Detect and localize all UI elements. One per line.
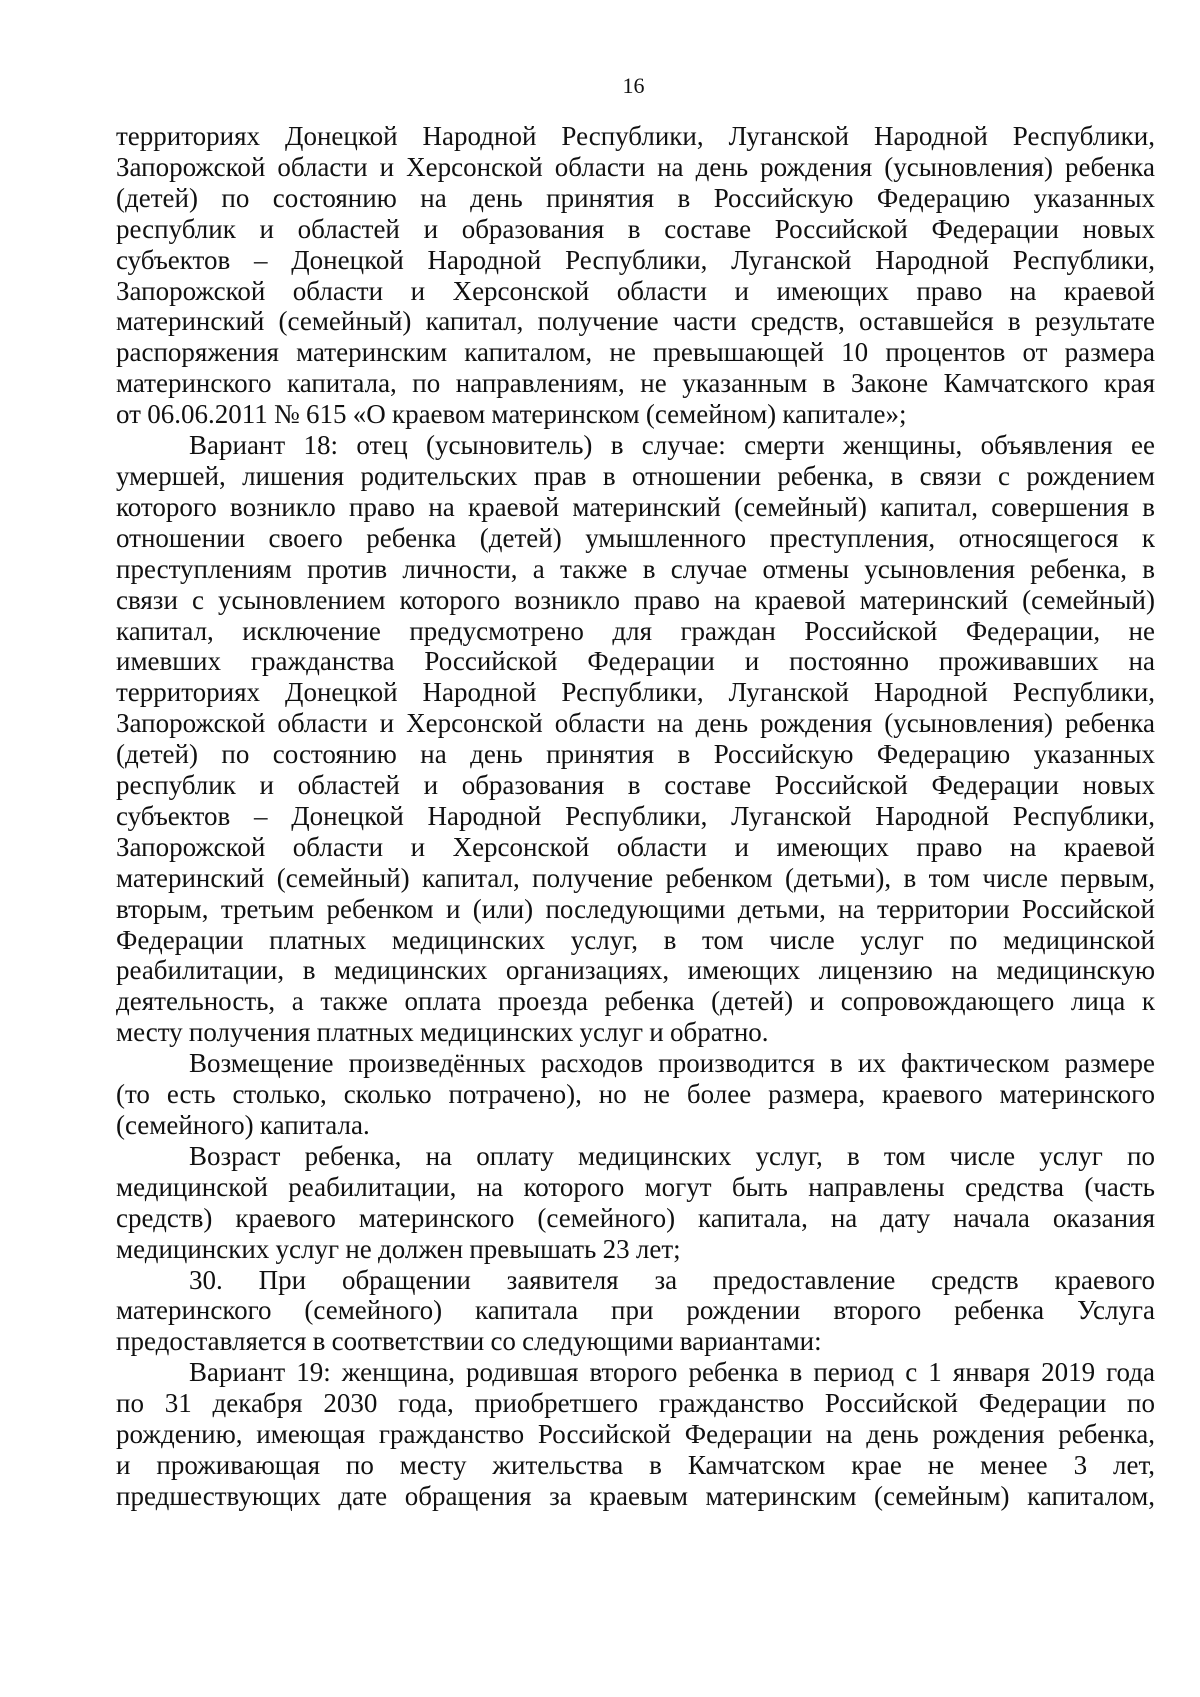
text-line: по 31 декабря 2030 года, приобретшего гражданство Российской Федерации по <box>116 1388 1155 1419</box>
text-line: территориях Донецкой Народной Республики, Луганской Народной Республики, <box>116 121 1155 151</box>
text-line: рождению, имеющая гражданство Российской Федерации на день рождения ребенка, <box>116 1419 1155 1450</box>
paragraph <box>116 1141 1155 1265</box>
text-line: реабилитации, в медицинских организациях, имеющих лицензию на медицинскую <box>116 955 1155 986</box>
text-line: медицинских услуг не должен превышать 23 лет; <box>116 1233 681 1264</box>
text-line: которого возникло право на краевой материнский (семейный) капитал, совершения в <box>116 491 1155 522</box>
page-number: 16 <box>622 73 645 98</box>
text-line: вторым, третьим ребенком и (или) последующими детьми, на территории Российской <box>116 893 1155 924</box>
text-line: Вариант 18: отец (усыновитель) в случае: смерти женщины, объявления ее <box>189 430 1155 461</box>
paragraph <box>116 121 1155 430</box>
text-line: связи с усыновлением которого возникло право на краевой материнский (семейный) <box>116 584 1155 615</box>
text-line: (детей) по состоянию на день принятия в Российскую Федерацию указанных <box>116 182 1155 213</box>
text-line: территориях Донецкой Народной Республики, Луганской Народной Республики, <box>116 677 1155 708</box>
text-line: республик и областей и образования в составе Российской Федерации новых <box>116 770 1155 801</box>
text-line: отношении своего ребенка (детей) умышленного преступления, относящегося к <box>116 522 1155 553</box>
text-line: распоряжения материнским капиталом, не превышающей 10 процентов от размера <box>116 337 1155 368</box>
text-line: (семейного) капитала. <box>116 1110 370 1140</box>
text-line: материнского (семейного) капитала при рождении второго ребенка Услуга <box>116 1295 1155 1326</box>
text-line: Федерации платных медицинских услуг, в том числе услуг по медицинской <box>116 924 1155 955</box>
text-line: медицинской реабилитации, на которого могут быть направлены средства (часть <box>116 1171 1155 1202</box>
text-line: имевших гражданства Российской Федерации и постоянно проживавших на <box>116 646 1155 677</box>
paragraph <box>116 1265 1155 1358</box>
text-line: Возмещение произведённых расходов производится в их фактическом размере <box>189 1048 1155 1079</box>
text-line: средств) краевого материнского (семейного) капитала, на дату начала оказания <box>116 1202 1155 1233</box>
text-line: Запорожской области и Херсонской области на день рождения (усыновления) ребенка <box>116 151 1155 182</box>
text-line: предшествующих дате обращения за краевым материнским (семейным) капиталом, <box>116 1480 1155 1511</box>
text-line: капитал, исключение предусмотрено для граждан Российской Федерации, не <box>116 615 1155 646</box>
text-line: (то есть столько, сколько потрачено), но не более размера, краевого материнского <box>116 1079 1155 1110</box>
text-line: материнский (семейный) капитал, получение ребенком (детьми), в том числе первым, <box>116 862 1155 893</box>
document-body <box>116 121 1155 1512</box>
text-line: республик и областей и образования в составе Российской Федерации новых <box>116 213 1155 244</box>
text-line: Запорожской области и Херсонской области и имеющих право на краевой <box>116 831 1155 862</box>
text-line: и проживающая по месту жительства в Камчатском крае не менее 3 лет, <box>116 1449 1155 1480</box>
paragraph <box>116 1357 1155 1512</box>
text-line: субъектов – Донецкой Народной Республики, Луганской Народной Республики, <box>116 244 1155 275</box>
text-line: 30. При обращении заявителя за предоставление средств краевого <box>189 1264 1155 1295</box>
text-line: умершей, лишения родительских прав в отношении ребенка, в связи с рождением <box>116 460 1155 491</box>
text-line: предоставляется в соответствии со следующими вариантами: <box>116 1326 822 1357</box>
text-line: месту получения платных медицинских услуг и обратно. <box>116 1017 769 1048</box>
text-line: Запорожской области и Херсонской области на день рождения (усыновления) ребенка <box>116 708 1155 739</box>
text-line: Вариант 19: женщина, родившая второго ребенка в период с 1 января 2019 года <box>189 1357 1155 1388</box>
text-line: Возраст ребенка, на оплату медицинских услуг, в том числе услуг по <box>189 1140 1155 1171</box>
paragraph <box>116 1048 1155 1141</box>
text-line: преступлениям против личности, а также в случае отмены усыновления ребенка, в <box>116 553 1155 584</box>
text-line: (детей) по состоянию на день принятия в Российскую Федерацию указанных <box>116 739 1155 770</box>
text-line: материнского капитала, по направлениям, не указанным в Законе Камчатского края <box>116 368 1155 399</box>
text-line: от 06.06.2011 № 615 «О краевом материнском (семейном) капитале»; <box>116 399 907 430</box>
text-line: материнский (семейный) капитал, получение части средств, оставшейся в результате <box>116 306 1155 337</box>
text-line: деятельность, а также оплата проезда ребенка (детей) и сопровождающего лица к <box>116 986 1155 1017</box>
text-line: Запорожской области и Херсонской области и имеющих право на краевой <box>116 275 1155 306</box>
paragraph <box>116 430 1155 1048</box>
text-line: субъектов – Донецкой Народной Республики, Луганской Народной Республики, <box>116 800 1155 831</box>
